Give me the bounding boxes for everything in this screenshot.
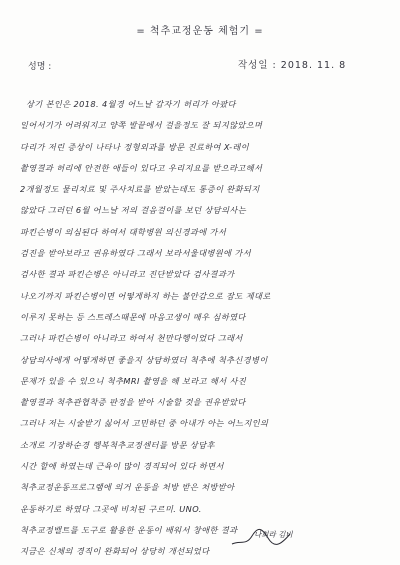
body-line: 문제가 있을 수 있으니 척추MRI 촬영을 해 보라고 해서 사진 — [20, 375, 247, 386]
body-line: 소개로 기장하순경 행복척추교정센터를 방문 상담후 — [20, 439, 215, 450]
body-line: 검진을 받아보라고 권유하였다 그래서 보라서울대병원에 가서 — [20, 248, 252, 259]
body-line: 그러나 저는 시술받기 싫어서 고민하던 중 아내가 아는 어느지인의 — [20, 418, 269, 429]
body-line: 촬영결과 허리에 안전한 애들이 있다고 우리지요를 받으라고해서 — [20, 162, 263, 173]
document-title: = 척추교정운동 체험기 = — [136, 26, 264, 37]
body-line: 상담의사에게 어떻게하면 좋을지 상담하였더 척추에 척추신경병이 — [20, 354, 268, 365]
signature — [228, 522, 298, 552]
body-line: 척추교정운동프로그램에 의거 운동을 처방 받은 처방받아 — [20, 482, 235, 493]
body-line: 나오기까지 파킨슨병이면 어떻게하지 하는 불안감으로 잠도 제대로 — [20, 290, 271, 301]
body-line: 파킨슨병이 의심된다 하여서 대학병원 의신경과에 가서 — [20, 226, 227, 237]
body-line: 검사한 결과 파킨슨병은 아니라고 진단받았다 검사결과가 — [20, 269, 235, 280]
body-line: 이루지 못하는 등 스트레스때문에 마음고생이 매우 심하였다 — [20, 311, 246, 322]
name-label: 성명 : — [28, 62, 52, 72]
body-line: 그러나 파킨슨병이 아니라고 하여서 천만다행이었다 그래서 — [20, 333, 243, 344]
handwritten-body — [20, 94, 384, 563]
body-line: 다리가 저린 증상이 나타나 정형외과를 방문 진료하여 X-레이 — [20, 141, 250, 152]
body-line: 촬영결과 척추관협착증 판정을 받아 시술할 것을 권유받았다 — [20, 397, 246, 408]
body-line: 지금은 신체의 경직이 완화되어 상당히 개선되었다 — [20, 546, 210, 557]
body-line: 운동하기로 하였다 그곳에 비치된 구르미. UNO. — [20, 503, 202, 514]
signature-text: 나희라 김비 — [254, 530, 293, 539]
body-line: 2개월정도 물리치료 및 주사치료를 받았는데도 통증이 완화되지 — [20, 184, 260, 195]
body-line: 일어서기가 어려워지고 양쪽 발끝에서 걸을정도 잘 되지않았으며 — [20, 120, 263, 131]
body-line: 않았다 그러던 6월 어느날 저의 걸음걸이를 보던 상담의사는 — [20, 205, 247, 216]
body-line: 시간 할애 하였는데 근육이 많이 경직되어 있다 하면서 — [20, 461, 224, 472]
date-line: 작성일 : 2018. 11. 8 — [238, 60, 347, 71]
body-line: 척추교정밸트를 도구로 활용한 운동이 배워서 창애한 결과 — [20, 524, 238, 535]
body-line: 상기 본인은 2018. 4월경 어느날 갑자기 허리가 아팠다 — [26, 99, 236, 109]
